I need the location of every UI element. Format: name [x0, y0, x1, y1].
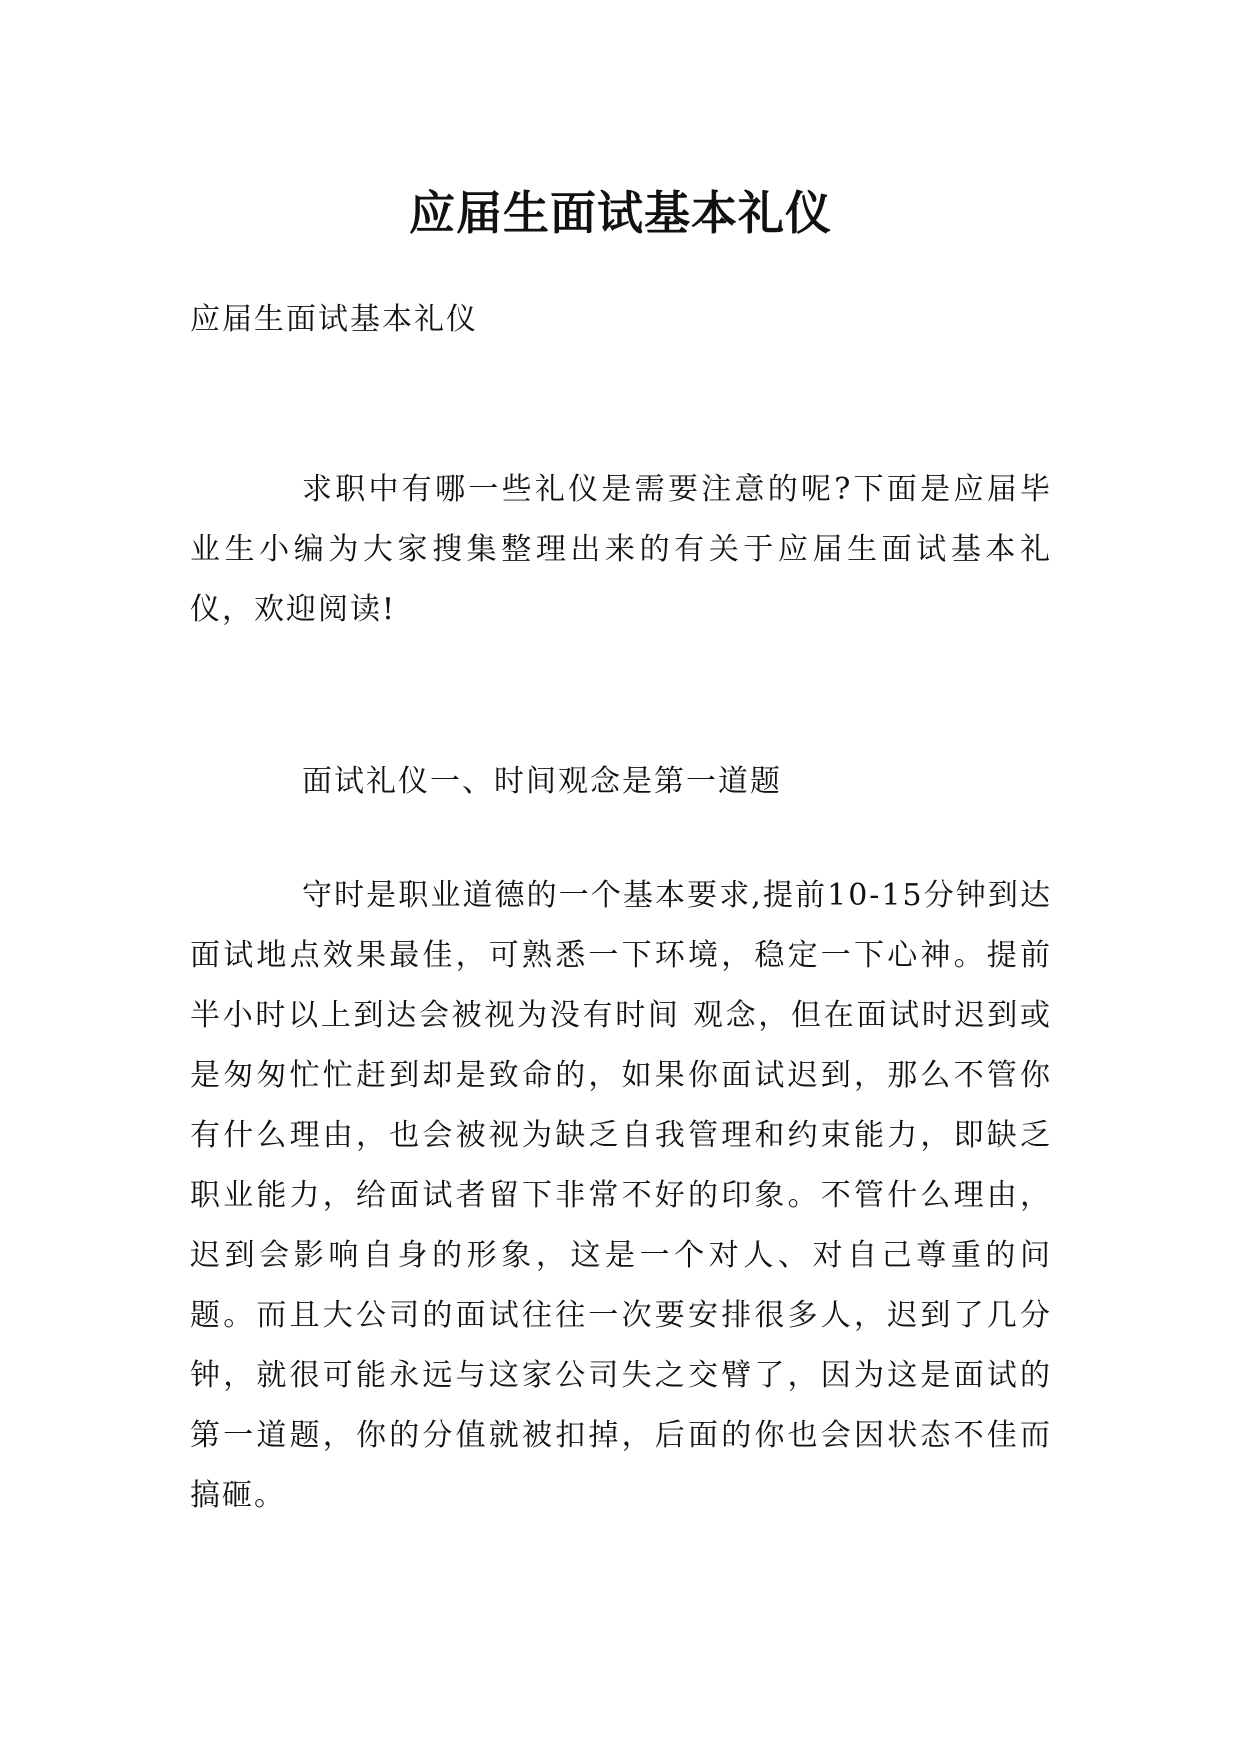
document-title: 应届生面试基本礼仪: [409, 185, 832, 240]
section-paragraph: 守时是职业道德的一个基本要求,提前10-15分钟到达面试地点效果最佳，可熟悉一下环境，稳定一下心神。提前半小时以上到达会被视为没有时间 观念，但在面试时迟到或是匆匆忙忙赶到却是致命的，如果你面试迟到，那么不管你有什么理由，也会被视为缺乏自我管理和约束能力，即缺乏职业能力，给面试者留下非常不好的印象。不管什么理由，迟到会影响自身的形象，这是一个对人、对自己尊重的问题。而且大公司的面试往往一次要安排很多人，迟到了几分钟，就很可能永远与这家公司失之交臂了，因为这是面试的第一道题，你的分值就被扣掉，后面的你也会因状态不佳而搞砸。: [190, 878, 1052, 1513]
document-subtitle: 应届生面试基本礼仪: [190, 302, 478, 337]
section-heading: 面试礼仪一、时间观念是第一道题: [302, 764, 782, 799]
intro-paragraph: 求职中有哪一些礼仪是需要注意的呢?下面是应届毕业生小编为大家搜集整理出来的有关于应届生面试基本礼仪，欢迎阅读!: [190, 472, 1052, 627]
